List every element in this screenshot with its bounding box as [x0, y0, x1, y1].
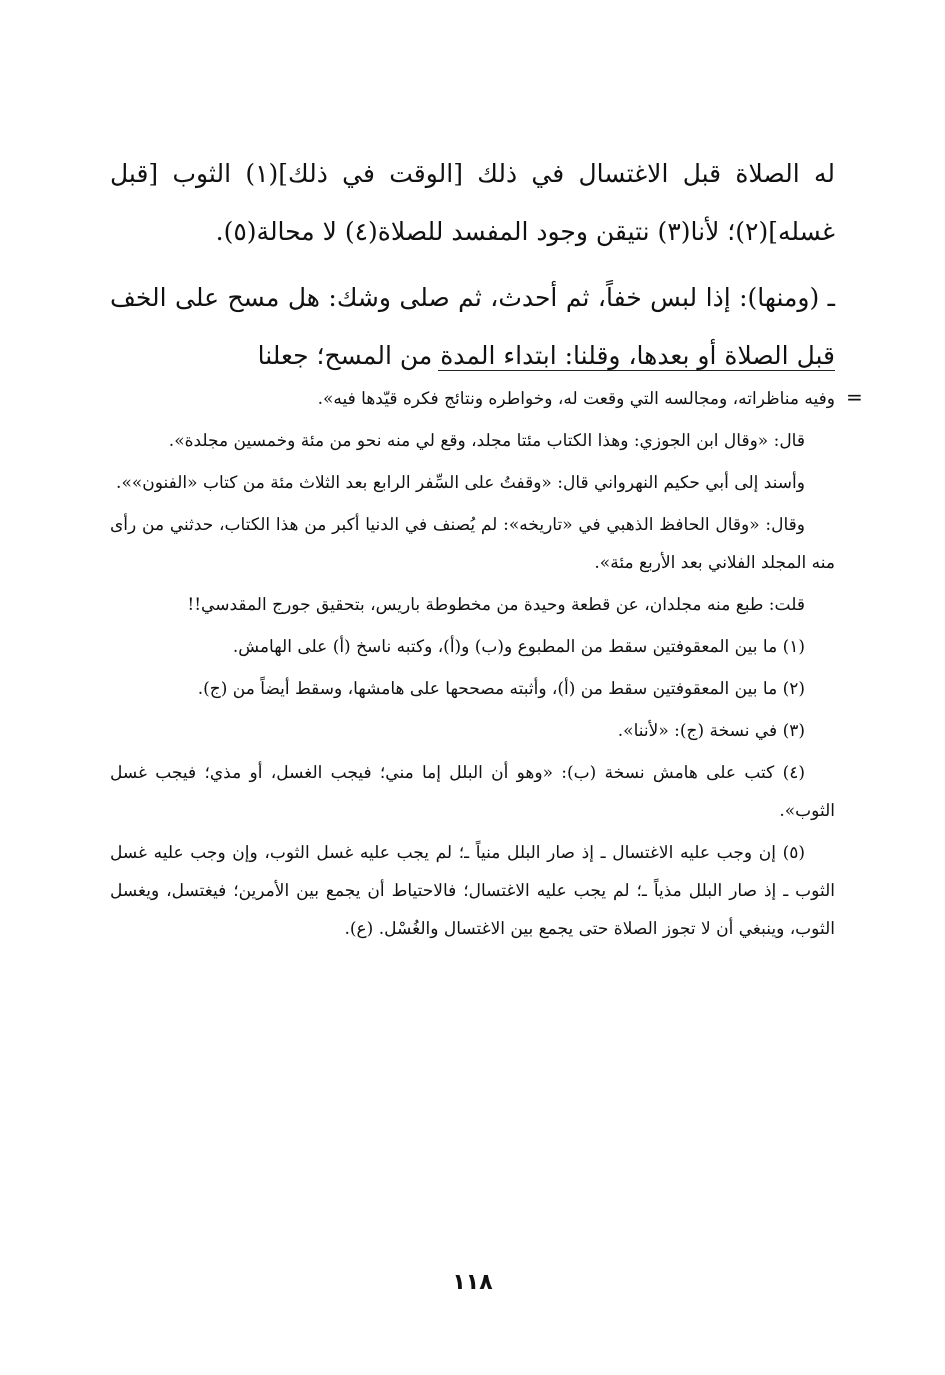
footnote-4: (٤) كتب على هامش نسخة (ب): «وهو أن البلل إما مني؛ فيجب الغسل، أو مذي؛ فيجب غسل الثوب».	[110, 763, 835, 821]
footnote-editor-note: قلت: طبع منه مجلدان، عن قطعة وحيدة من مخطوطة باريس، بتحقيق جورج المقدسي!!	[187, 595, 805, 615]
footnote-quote-ibn-jawzi: قال: «وقال ابن الجوزي: وهذا الكتاب مئتا مجلد، وقع لي منه نحو من مئة وخمسين مجلدة».	[168, 431, 805, 451]
main-paragraph-1: له الصلاة قبل الاغتسال في ذلك [الوقت في ذلك](١) الثوب [قبل غسله](٢)؛ لأنا(٣) نتيقن وجود المفسد للصلاة(٤) لا محالة(٥).	[110, 159, 835, 246]
footnote-continuation-mark: =	[846, 385, 863, 409]
footnote-5: (٥) إن وجب عليه الاغتسال ـ إذ صار البلل منياً ـ؛ لم يجب عليه غسل الثوب، وإن وجب عليه غسل الثوب ـ إذ صار البلل مذياً ـ؛ لم يجب عليه الاغتسال؛ فالاحتياط أن يجمع بين الأمرين؛ فيغتسل، ويغسل الثوب، وينبغي أن لا تجوز الصلاة حتى يجمع بين الاغتسال والغُسْل. (ع).	[110, 843, 835, 939]
footnote-3: (٣) في نسخة (ج): «لأننا».	[617, 721, 805, 741]
footnote-continuation: وفيه مناظراته، ومجالسه التي وقعت له، وخواطره ونتائج فكره قيّدها فيه».	[317, 389, 835, 409]
main-paragraph-2: ـ (ومنها): إذا لبس خفاً، ثم أحدث، ثم صلى وشك: هل مسح على الخف قبل الصلاة أو بعدها، وقلنا: ابتداء المدة من المسح؛ جعلنا	[110, 283, 835, 370]
footnote-separator	[438, 370, 835, 371]
footnotes-block	[110, 380, 835, 952]
footnote-quote-dhahabi: وقال: «وقال الحافظ الذهبي في «تاريخه»: لم يُصنف في الدنيا أكبر من هذا الكتاب، حدثني من رأى منه المجلد الفلاني بعد الأربع مئة».	[110, 515, 835, 573]
footnote-2: (٢) ما بين المعقوفتين سقط من (أ)، وأثبته مصححها على هامشها، وسقط أيضاً من (ج).	[197, 679, 805, 699]
page-number: ١١٨	[452, 1270, 493, 1295]
main-text-block	[110, 145, 835, 385]
footnote-1: (١) ما بين المعقوفتين سقط من المطبوع و(ب) و(أ)، وكتبه ناسخ (أ) على الهامش.	[232, 637, 805, 657]
footnote-quote-nahrawani: وأسند إلى أبي حكيم النهرواني قال: «وقفتُ على السِّفر الرابع بعد الثلاث مئة من كتاب «الفنون»».	[116, 473, 805, 493]
